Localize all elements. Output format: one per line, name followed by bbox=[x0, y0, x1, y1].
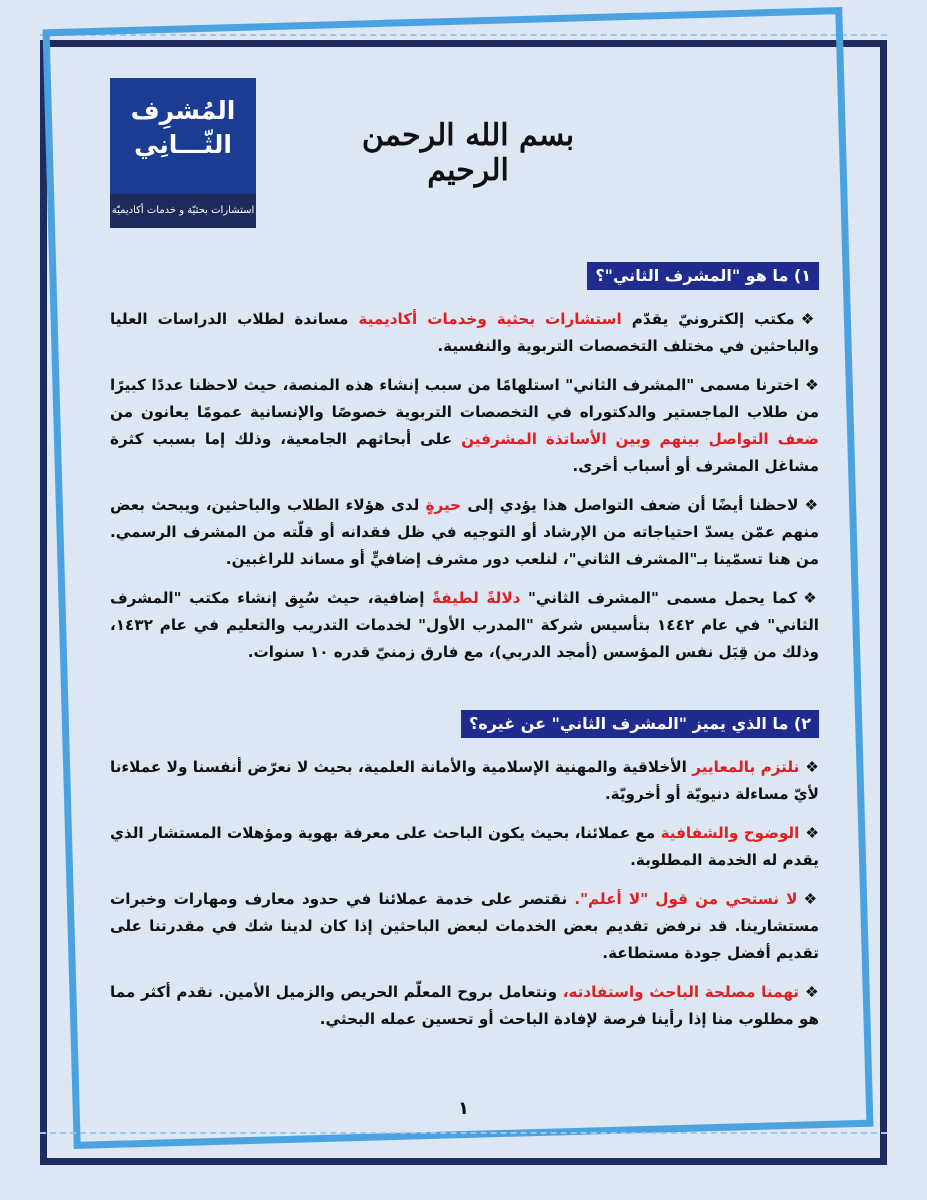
highlight-text: نلتزم بالمعايير bbox=[692, 758, 800, 776]
section-1-heading: ١) ما هو "المشرف الثاني"؟ bbox=[587, 262, 819, 290]
bullet-icon: ❖ bbox=[805, 376, 819, 394]
page-number: ١ bbox=[458, 1098, 469, 1119]
bullet-icon: ❖ bbox=[805, 983, 820, 1001]
highlight-text: تهمنا مصلحة الباحث واستفادته، bbox=[562, 983, 799, 1001]
document-body bbox=[110, 262, 819, 1033]
highlight-text: لا نستحي من قول "لا أعلم". bbox=[574, 890, 798, 908]
bullet-icon: ❖ bbox=[805, 824, 819, 842]
bullet-icon: ❖ bbox=[805, 758, 820, 776]
highlight-text: استشارات بحثية وخدمات أكاديمية bbox=[358, 310, 622, 328]
highlight-text: ضعف التواصل بينهم وبين الأساتذة المشرفين bbox=[461, 430, 819, 448]
section-2-paragraph-1: ❖نلتزم بالمعايير الأخلاقية والمهنية الإسلامية والأمانة العلمية، بحيث لا نعرّض أنفسنا ولا عملاءنا لأيّ مساءلة دنيويّة أو أخرويّة. bbox=[110, 758, 820, 803]
logo-tagline: استشارات بحثيّة و خدمات أكاديميّة bbox=[110, 194, 256, 228]
section-1-paragraph-3: ❖لاحظنا أيضًا أن ضعف التواصل هذا يؤدي إلى حيرةٍ لدى هؤلاء الطلاب والباحثين، ويبحث بعض منهم عمّن يسدّ احتياجاته من الإرشاد أو التوجيه في ظل فقدانه أو قلّته من المشرف الرسمي. من هنا تسمّينا بـ"المشرف الثاني"، لنلعب دور مشرف إضافيٍّ أو مساند للراغبين. bbox=[110, 496, 820, 568]
section-2-paragraph-3: ❖لا نستحي من قول "لا أعلم". نقتصر على خدمة عملائنا في حدود معارف ومهارات وخبرات مستشارينا. قد نرفض تقديم بعض الخدمات لبعض الباحثين إذا كان لدينا شك في مقدرتنا على تقديم أفضل جودة مستطاعة. bbox=[110, 890, 819, 962]
highlight-text: دلالةً لطيفةً bbox=[432, 589, 521, 607]
section-1-paragraph-1: ❖مكتب إلكترونيّ يقدّم استشارات بحثية وخدمات أكاديمية مساندة لطلاب الدراسات العليا والباحثين في مختلف التخصصات التربوية والنفسية. bbox=[110, 310, 820, 355]
section-2-paragraph-4: ❖تهمنا مصلحة الباحث واستفادته، ونتعامل بروح المعلّم الحريص والزميل الأمين. نقدم أكثر مما هو مطلوب منا إذا رأينا فرصة لإفادة الباحث أو تحسين عمله البحثي. bbox=[110, 983, 820, 1028]
bullet-icon: ❖ bbox=[800, 310, 820, 328]
section-2-heading: ٢) ما الذي يميز "المشرف الثاني" عن غيره؟ bbox=[461, 710, 819, 738]
highlight-text: الوضوح والشفافية bbox=[660, 824, 800, 842]
logo-line-1: المُشرِف bbox=[130, 96, 236, 125]
section-1-paragraph-2: ❖اخترنا مسمى "المشرف الثاني" استلهامًا من سبب إنشاء هذه المنصة، حيث لاحظنا عددًا كبيرًا من طلاب الماجستير والدكتوراه في التخصصات التربوية خصوصًا والإنسانية عمومًا يعانون من ضعف التواصل بينهم وبين الأساتذة المشرفين على أبحاثهم الجامعية، وذلك إما بسبب كثرة مشاغل المشرف أو أسباب أخرى. bbox=[110, 376, 819, 475]
section-2-paragraph-2: ❖الوضوح والشفافية مع عملائنا، بحيث يكون الباحث على معرفة بهوية ومؤهلات المستشار الذي يقدم له الخدمة المطلوبة. bbox=[110, 824, 819, 869]
logo-line-2: الثّـــانِي bbox=[134, 130, 232, 159]
bullet-icon: ❖ bbox=[804, 496, 820, 514]
highlight-text: حيرةٍ bbox=[425, 496, 462, 514]
bullet-icon: ❖ bbox=[803, 890, 819, 908]
basmala: بسم الله الرحمن الرحيم bbox=[361, 118, 575, 188]
bullet-icon: ❖ bbox=[803, 589, 819, 607]
section-1-paragraph-4: ❖كما يحمل مسمى "المشرف الثاني" دلالةً لطيفةً إضافية، حيث سُبِق إنشاء مكتب "المشرف الثاني" في عام ١٤٤٢ بتأسيس شركة "المدرب الأول" لخدمات التدريب والتعليم في عام ١٤٣٢، وذلك من قِبَل نفس المؤسس (أمجد الدربي)، مع فارق زمنيّ قدره ١٠ سنوات. bbox=[110, 589, 819, 661]
logo bbox=[110, 78, 256, 228]
decorative-dashed-line-bottom bbox=[40, 1132, 887, 1134]
